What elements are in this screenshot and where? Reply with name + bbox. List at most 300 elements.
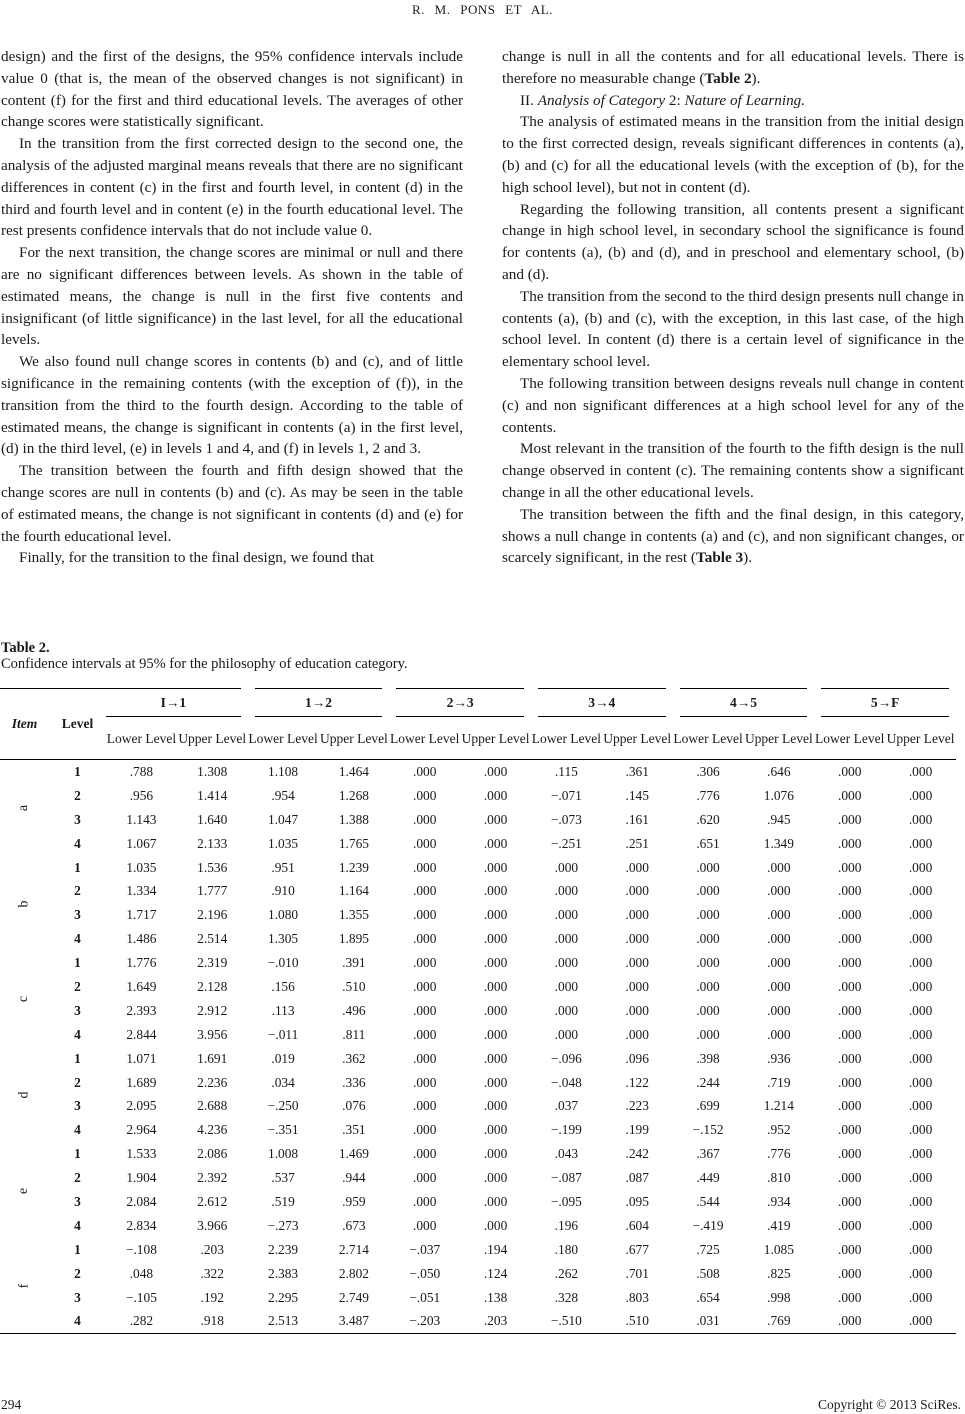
value-cell: .000: [837, 1074, 862, 1090]
paragraph: Most relevant in the transition of the fourth to the fifth design is the null change observed in content (c). The remaining contents show a significant change in all the other educational levels.: [502, 440, 964, 501]
value-cell: .811: [342, 1026, 366, 1042]
value-cell: .000: [413, 1170, 437, 1186]
value-cell: .000: [625, 907, 649, 923]
paragraph: Regarding the following transition, all contents present a significant change in high school level, in secondary school the significance is found for contents (a), (b) and (d), and in preschool and elementary school, (b) and (d).: [502, 200, 964, 283]
confidence-interval-table: [0, 688, 963, 1334]
value-cell: .000: [483, 1074, 508, 1090]
paragraph: The following transition between designs reveals null change in content (c) and non significant differences at a high school level for any of the contents.: [502, 374, 964, 436]
value-cell: .000: [413, 1026, 437, 1042]
value-cell: −.037: [409, 1241, 441, 1257]
value-cell: .000: [413, 1074, 437, 1090]
value-cell: .156: [271, 978, 295, 994]
value-cell: .000: [696, 883, 720, 899]
value-cell: .719: [767, 1074, 791, 1090]
table-row: [0, 1142, 956, 1166]
level-cell: 1: [74, 1146, 81, 1162]
value-cell: .000: [837, 787, 862, 803]
value-cell: 2.086: [197, 1146, 228, 1162]
value-cell: .196: [554, 1217, 579, 1233]
value-cell: 1.214: [763, 1098, 794, 1114]
value-cell: 1.108: [268, 763, 299, 779]
value-cell: .000: [483, 1002, 508, 1018]
level-cell: 2: [74, 1170, 81, 1186]
value-cell: .000: [483, 1217, 508, 1233]
value-cell: .361: [625, 763, 649, 779]
upper-level-header: Upper Level: [460, 717, 531, 760]
value-cell: .000: [837, 1002, 862, 1018]
value-cell: 3.487: [318, 1309, 389, 1333]
item-header: Item: [0, 689, 49, 760]
table-row: [0, 975, 956, 999]
value-cell: −.105: [125, 1289, 157, 1305]
value-cell: .192: [200, 1289, 224, 1305]
value-cell: .620: [696, 811, 720, 827]
value-cell: .000: [837, 1098, 862, 1114]
value-cell: .000: [483, 835, 508, 851]
value-cell: .945: [767, 811, 791, 827]
value-cell: 1.076: [763, 787, 794, 803]
value-cell: 1.355: [338, 907, 369, 923]
value-cell: .000: [908, 1170, 933, 1186]
value-cell: .000: [483, 883, 508, 899]
table-row: [0, 1071, 956, 1095]
value-cell: .322: [200, 1265, 224, 1281]
value-cell: .000: [837, 763, 862, 779]
value-cell: .000: [908, 1098, 933, 1114]
level-cell: 3: [74, 1289, 81, 1305]
value-cell: .000: [908, 1289, 933, 1305]
table-row: [0, 903, 956, 927]
value-cell: .000: [814, 1309, 885, 1333]
value-cell: .000: [837, 1026, 862, 1042]
value-cell: 2.802: [338, 1265, 369, 1281]
running-head: R. M. PONS ET AL.: [412, 2, 553, 17]
value-cell: .000: [908, 931, 933, 947]
value-cell: .000: [554, 955, 579, 971]
value-cell: .000: [837, 1122, 862, 1138]
value-cell: .000: [908, 859, 933, 875]
value-cell: .000: [696, 907, 720, 923]
value-cell: .604: [625, 1217, 649, 1233]
upper-level-header: Upper Level: [318, 717, 389, 760]
upper-level-header: Upper Level: [602, 717, 673, 760]
value-cell: −.051: [409, 1289, 441, 1305]
value-cell: .203: [460, 1309, 531, 1333]
value-cell: .161: [625, 811, 649, 827]
table-row: [0, 1286, 956, 1310]
value-cell: 1.691: [197, 1050, 228, 1066]
level-cell: 2: [74, 787, 81, 803]
transition-header: 5→F: [814, 689, 956, 717]
value-cell: .000: [554, 1002, 579, 1018]
value-cell: .000: [483, 811, 508, 827]
value-cell: 1.464: [338, 763, 369, 779]
value-cell: .000: [413, 1050, 437, 1066]
value-cell: .952: [767, 1122, 791, 1138]
value-cell: .000: [837, 1193, 862, 1209]
transition-header: 2→3: [389, 689, 531, 717]
paragraph: In the transition from the first corrected design to the second one, the analysis of the adjusted marginal means reveals that there are no significant differences in content (c) in the first and fourth level, in content (d) in the third and fourth level and in content (e) in the fourth educational level. The rest presents confidence intervals that do not include value 0.: [1, 135, 463, 240]
value-cell: .000: [413, 811, 437, 827]
value-cell: .699: [696, 1098, 720, 1114]
value-cell: 1.469: [338, 1146, 369, 1162]
value-cell: .048: [129, 1265, 154, 1281]
value-cell: 2.236: [197, 1074, 228, 1090]
value-cell: 2.964: [126, 1122, 157, 1138]
value-cell: .000: [908, 1265, 933, 1281]
value-cell: .019: [271, 1050, 295, 1066]
value-cell: .306: [696, 763, 720, 779]
value-cell: .000: [483, 955, 508, 971]
value-cell: −.419: [692, 1217, 724, 1233]
value-cell: .000: [413, 1193, 437, 1209]
level-cell: 4: [74, 931, 81, 947]
value-cell: 1.689: [126, 1074, 157, 1090]
table-row: [0, 1118, 956, 1142]
value-cell: 1.776: [126, 955, 157, 971]
value-cell: .000: [413, 835, 437, 851]
value-cell: .000: [908, 835, 933, 851]
table-reference: Table 3: [696, 549, 744, 567]
value-cell: 2.844: [126, 1026, 157, 1042]
value-cell: −.108: [125, 1241, 157, 1257]
value-cell: .000: [908, 978, 933, 994]
value-cell: .918: [177, 1309, 248, 1333]
level-cell: 1: [74, 1050, 81, 1066]
level-cell: 4: [74, 1217, 81, 1233]
value-cell: .000: [413, 955, 437, 971]
transition-header: I→1: [106, 689, 248, 717]
table-row: [0, 879, 956, 903]
value-cell: .000: [885, 1309, 956, 1333]
table-row: [0, 832, 956, 856]
value-cell: 1.777: [197, 883, 228, 899]
value-cell: 1.308: [197, 763, 228, 779]
value-cell: .000: [837, 1217, 862, 1233]
value-cell: −.203: [389, 1309, 460, 1333]
value-cell: 2.383: [268, 1265, 299, 1281]
value-cell: .000: [908, 1193, 933, 1209]
paragraph: The analysis of estimated means in the transition from the initial design to the first corrected design, reveals significant differences in contents (a), (b) and (c) for all the educational levels (with the exception of (b), for the high school level), but not in content (d).: [502, 113, 964, 196]
value-cell: .000: [413, 1146, 437, 1162]
paragraph: design) and the first of the designs, the 95% confidence intervals include value 0 (that is, the mean of the observed changes is not significant) in content (f) for the first and third educational levels. The averages of other change scores were statistically significant.: [1, 48, 463, 131]
value-cell: .000: [908, 1217, 933, 1233]
value-cell: .654: [696, 1289, 720, 1305]
value-cell: .000: [483, 978, 508, 994]
table-row: [0, 1023, 956, 1047]
value-cell: −.251: [550, 835, 582, 851]
value-cell: .000: [908, 1074, 933, 1090]
table-row: [0, 1238, 956, 1262]
table-row: [0, 1166, 956, 1190]
value-cell: .000: [767, 931, 791, 947]
value-cell: .122: [625, 1074, 649, 1090]
value-cell: .000: [908, 811, 933, 827]
value-cell: .776: [767, 1146, 791, 1162]
value-cell: 2.612: [197, 1193, 228, 1209]
transition-header: 1→2: [248, 689, 390, 717]
value-cell: .034: [271, 1074, 295, 1090]
value-cell: 1.388: [338, 811, 369, 827]
value-cell: .328: [554, 1289, 579, 1305]
value-cell: .000: [767, 907, 791, 923]
value-cell: 2.912: [197, 1002, 228, 1018]
table-caption: Confidence intervals at 95% for the philosophy of education category.: [1, 656, 408, 672]
value-cell: .351: [342, 1122, 366, 1138]
value-cell: 1.536: [197, 859, 228, 875]
value-cell: −.096: [550, 1050, 582, 1066]
value-cell: 1.071: [126, 1050, 157, 1066]
value-cell: .000: [483, 931, 508, 947]
item-label: b: [16, 900, 32, 908]
level-cell: 4: [74, 835, 81, 851]
value-cell: 1.717: [126, 907, 157, 923]
value-cell: 1.067: [126, 835, 157, 851]
value-cell: .000: [554, 859, 579, 875]
table-row: [0, 951, 956, 975]
value-cell: −.087: [550, 1170, 582, 1186]
value-cell: 2.688: [197, 1098, 228, 1114]
value-cell: 1.533: [126, 1146, 157, 1162]
value-cell: .251: [625, 835, 649, 851]
lower-level-header: Lower Level: [814, 717, 885, 760]
value-cell: 2.513: [248, 1309, 319, 1333]
paragraph: The transition between the fifth and the final design, in this category, shows a null change in contents (a) and (c), and non significant changes, or scarcely significant, in the rest (Table 3).: [502, 505, 964, 567]
item-label: d: [16, 1091, 32, 1099]
level-cell: 2: [74, 1265, 81, 1281]
value-cell: .000: [413, 763, 437, 779]
level-cell: 3: [74, 1002, 81, 1018]
value-cell: .000: [908, 883, 933, 899]
value-cell: .000: [483, 1170, 508, 1186]
upper-level-header: Upper Level: [743, 717, 814, 760]
value-cell: .000: [837, 955, 862, 971]
transition-header: 3→4: [531, 689, 673, 717]
value-cell: 1.143: [126, 811, 157, 827]
value-cell: .095: [625, 1193, 649, 1209]
value-cell: −.048: [550, 1074, 582, 1090]
value-cell: .000: [625, 883, 649, 899]
value-cell: .000: [413, 787, 437, 803]
value-cell: .244: [696, 1074, 720, 1090]
value-cell: .000: [483, 1122, 508, 1138]
value-cell: .000: [837, 1146, 862, 1162]
value-cell: .000: [413, 978, 437, 994]
value-cell: 3.966: [197, 1217, 228, 1233]
right-column: [502, 46, 964, 569]
value-cell: .180: [554, 1241, 579, 1257]
value-cell: .000: [908, 907, 933, 923]
value-cell: .000: [483, 1098, 508, 1114]
level-cell: 1: [74, 763, 81, 779]
table-reference: Table 2: [704, 69, 752, 87]
level-cell: 3: [74, 811, 81, 827]
paragraph: We also found null change scores in contents (b) and (c), and of little significance in the remaining contents (with the exception of (f)), in the transition from the third to the fourth design. According to the table of estimated means, the change is significant in contents (a) in the first level, (d) in the third level, (e) in levels 1 and 4, and (f) in levels 1, 2 and 3.: [1, 353, 463, 458]
value-cell: .000: [837, 907, 862, 923]
value-cell: .510: [602, 1309, 673, 1333]
value-cell: .508: [696, 1265, 720, 1281]
value-cell: .519: [271, 1193, 295, 1209]
value-cell: .000: [554, 978, 579, 994]
value-cell: .000: [908, 955, 933, 971]
value-cell: .000: [413, 883, 437, 899]
value-cell: .000: [483, 859, 508, 875]
value-cell: .701: [625, 1265, 649, 1281]
value-cell: .000: [837, 1241, 862, 1257]
value-cell: .956: [129, 787, 154, 803]
value-cell: 2.133: [197, 835, 228, 851]
value-cell: .000: [483, 907, 508, 923]
value-cell: .725: [696, 1241, 720, 1257]
value-cell: −.095: [550, 1193, 582, 1209]
value-cell: 2.196: [197, 907, 228, 923]
value-cell: .124: [483, 1265, 508, 1281]
value-cell: .115: [554, 763, 578, 779]
value-cell: 1.164: [338, 883, 369, 899]
transition-header: 4→5: [673, 689, 815, 717]
value-cell: .449: [696, 1170, 720, 1186]
value-cell: .646: [767, 763, 791, 779]
value-cell: .000: [908, 1241, 933, 1257]
value-cell: .000: [413, 931, 437, 947]
value-cell: .673: [342, 1217, 366, 1233]
value-cell: 1.649: [126, 978, 157, 994]
left-column: [1, 46, 463, 569]
table-row: [0, 1190, 956, 1214]
value-cell: .000: [696, 859, 720, 875]
value-cell: −.250: [267, 1098, 299, 1114]
value-cell: −.351: [267, 1122, 299, 1138]
value-cell: .037: [554, 1098, 579, 1114]
value-cell: .825: [767, 1265, 791, 1281]
value-cell: 2.834: [126, 1217, 157, 1233]
level-cell: 4: [74, 1122, 81, 1138]
value-cell: .000: [413, 907, 437, 923]
table-row: [0, 784, 956, 808]
table-row: [0, 1214, 956, 1238]
value-cell: −.273: [267, 1217, 299, 1233]
value-cell: .000: [696, 1026, 720, 1042]
value-cell: .000: [837, 1289, 862, 1305]
value-cell: .000: [413, 1098, 437, 1114]
value-cell: 3.956: [197, 1026, 228, 1042]
page-number: 294: [1, 1397, 22, 1412]
value-cell: .000: [413, 1002, 437, 1018]
item-label: a: [16, 805, 32, 812]
value-cell: .776: [696, 787, 720, 803]
value-cell: −.152: [692, 1122, 724, 1138]
value-cell: 2.239: [268, 1241, 299, 1257]
value-cell: .419: [767, 1217, 791, 1233]
value-cell: .000: [625, 859, 649, 875]
value-cell: .242: [625, 1146, 649, 1162]
value-cell: .936: [767, 1050, 791, 1066]
value-cell: .000: [767, 955, 791, 971]
lower-level-header: Lower Level: [531, 717, 602, 760]
item-label: f: [0, 1238, 49, 1334]
level-cell: 2: [74, 883, 81, 899]
section-heading: II. Analysis of Category 2: Nature of Learning.: [520, 91, 806, 109]
level-cell: 1: [74, 1241, 81, 1257]
item-label: c: [16, 996, 32, 1003]
value-cell: .087: [625, 1170, 649, 1186]
value-cell: .000: [696, 955, 720, 971]
table-row: [0, 1309, 956, 1333]
value-cell: 1.305: [268, 931, 299, 947]
table-row: [0, 760, 956, 784]
value-cell: 2.393: [126, 1002, 157, 1018]
table-row: [0, 1047, 956, 1071]
value-cell: .000: [554, 931, 579, 947]
level-cell: 4: [49, 1309, 106, 1333]
level-cell: 2: [74, 1074, 81, 1090]
table-row: [0, 856, 956, 880]
value-cell: .000: [554, 1026, 579, 1042]
value-cell: .000: [767, 1002, 791, 1018]
value-cell: .203: [200, 1241, 224, 1257]
value-cell: .000: [767, 883, 791, 899]
value-cell: .000: [837, 835, 862, 851]
value-cell: −.199: [550, 1122, 582, 1138]
value-cell: .510: [342, 978, 366, 994]
paragraph: The transition between the fourth and fifth design showed that the change scores are null in contents (b) and (c). As may be seen in the table of estimated means, the change is not significant in contents (d) and (e) for the fourth educational level.: [1, 462, 463, 545]
value-cell: .194: [483, 1241, 508, 1257]
value-cell: .043: [554, 1146, 579, 1162]
paragraph: The transition from the second to the third design presents null change in contents (a), (b) and (c), with the exception, in this last case, of the high school level. In content (d) there is a certain level of significance in the elementary school level.: [502, 287, 964, 371]
value-cell: 1.268: [338, 787, 369, 803]
level-cell: 4: [74, 1026, 81, 1042]
value-cell: .998: [767, 1289, 791, 1305]
table-label: Table 2.: [1, 640, 50, 656]
paragraph: For the next transition, the change scores are minimal or null and there are no significant differences between levels. As shown in the table of estimated means, the change is null in the first five contents and insignificant (of little significance) in the last level, for all the educational levels.: [1, 244, 463, 349]
value-cell: 1.035: [126, 859, 157, 875]
value-cell: .000: [908, 763, 933, 779]
value-cell: .000: [625, 931, 649, 947]
value-cell: 2.714: [338, 1241, 369, 1257]
value-cell: .000: [483, 1146, 508, 1162]
value-cell: .544: [696, 1193, 720, 1209]
value-cell: −.050: [409, 1265, 441, 1281]
value-cell: .336: [342, 1074, 366, 1090]
level-cell: 1: [74, 859, 81, 875]
value-cell: .788: [129, 763, 154, 779]
value-cell: .138: [483, 1289, 508, 1305]
value-cell: 1.035: [268, 835, 299, 851]
value-cell: .199: [625, 1122, 649, 1138]
paragraph: Finally, for the transition to the final design, we found that: [19, 549, 375, 567]
value-cell: .000: [483, 787, 508, 803]
value-cell: 1.904: [126, 1170, 157, 1186]
value-cell: .000: [837, 883, 862, 899]
value-cell: .000: [767, 1026, 791, 1042]
value-cell: .803: [625, 1289, 649, 1305]
value-cell: .000: [554, 907, 579, 923]
value-cell: .000: [908, 1146, 933, 1162]
table-row: [0, 808, 956, 832]
value-cell: 2.084: [126, 1193, 157, 1209]
lower-level-header: Lower Level: [673, 717, 744, 760]
value-cell: .910: [271, 883, 295, 899]
value-cell: 2.128: [197, 978, 228, 994]
value-cell: .954: [271, 787, 295, 803]
value-cell: −.010: [267, 955, 299, 971]
level-cell: 1: [74, 955, 81, 971]
value-cell: .000: [837, 931, 862, 947]
table-row: [0, 999, 956, 1023]
upper-level-header: Upper Level: [885, 717, 956, 760]
value-cell: 1.080: [268, 907, 299, 923]
value-cell: 2.095: [126, 1098, 157, 1114]
